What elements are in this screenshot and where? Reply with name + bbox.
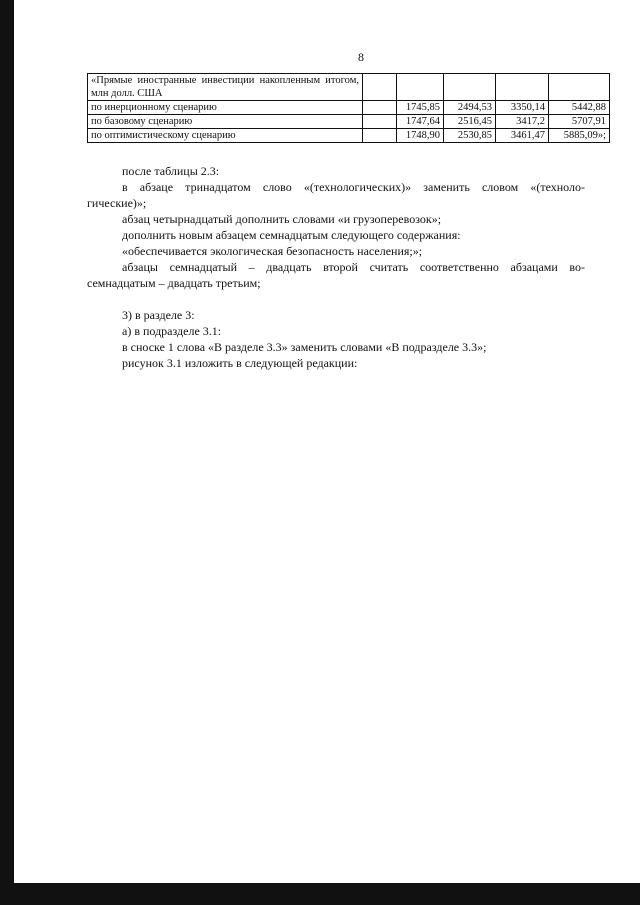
table-cell: 3350,14 xyxy=(496,101,549,115)
paragraph: а) в подразделе 3.1: xyxy=(122,324,222,338)
paragraph: после таблицы 2.3: xyxy=(122,164,220,178)
table-header-label: «Прямые иностранные инвестиции накопленным итогом, млн долл. США xyxy=(88,74,363,101)
scan-edge-left xyxy=(0,0,14,905)
paragraph: абзац четырнадцатый дополнить словами «и грузоперевозок»; xyxy=(122,212,442,226)
paragraph: рисунок 3.1 изложить в следующей редакции: xyxy=(122,356,358,370)
table-cell: 5707,91 xyxy=(549,115,610,129)
table-cell: 2516,45 xyxy=(444,115,496,129)
paragraph: гические)»; xyxy=(87,196,147,210)
table-cell xyxy=(363,129,397,143)
table-row xyxy=(88,129,610,143)
paragraph: семнадцатым – двадцать третьим; xyxy=(87,276,261,290)
table-cell: 1747,64 xyxy=(397,115,444,129)
page-number: 8 xyxy=(358,50,364,64)
row-label: по оптимистическому сценарию xyxy=(88,129,363,143)
table-cell: 2530,85 xyxy=(444,129,496,143)
table-cell xyxy=(363,101,397,115)
table-cell: 2494,53 xyxy=(444,101,496,115)
table-cell xyxy=(549,74,610,101)
table-header-row xyxy=(88,74,610,101)
table-cell: 3417,2 xyxy=(496,115,549,129)
table-cell xyxy=(496,74,549,101)
paragraph: в абзаце тринадцатом слово «(технологических)» заменить словом «(техноло- xyxy=(122,180,585,194)
table-cell: 5442,88 xyxy=(549,101,610,115)
table-cell xyxy=(363,115,397,129)
spacer xyxy=(87,291,585,307)
table-row xyxy=(88,115,610,129)
scan-edge-bottom xyxy=(0,883,640,905)
table-cell xyxy=(444,74,496,101)
paragraph: «обеспечивается экологическая безопасность населения;»; xyxy=(122,244,423,258)
amendment-text xyxy=(87,163,585,371)
table-cell xyxy=(363,74,397,101)
paragraph: дополнить новым абзацем семнадцатым следующего содержания: xyxy=(122,228,461,242)
paragraph: 3) в разделе 3: xyxy=(122,308,195,322)
table-row xyxy=(88,101,610,115)
table-cell xyxy=(397,74,444,101)
paragraph: абзацы семнадцатый – двадцать второй считать соответственно абзацами во- xyxy=(122,260,585,274)
investment-table xyxy=(87,73,610,143)
paragraph: в сноске 1 слова «В разделе 3.3» заменить словами «В подразделе 3.3»; xyxy=(122,340,487,354)
row-label: по базовому сценарию xyxy=(88,115,363,129)
table-cell: 3461,47 xyxy=(496,129,549,143)
table-cell: 1745,85 xyxy=(397,101,444,115)
table-cell: 5885,09»; xyxy=(549,129,610,143)
row-label: по инерционному сценарию xyxy=(88,101,363,115)
table-cell: 1748,90 xyxy=(397,129,444,143)
